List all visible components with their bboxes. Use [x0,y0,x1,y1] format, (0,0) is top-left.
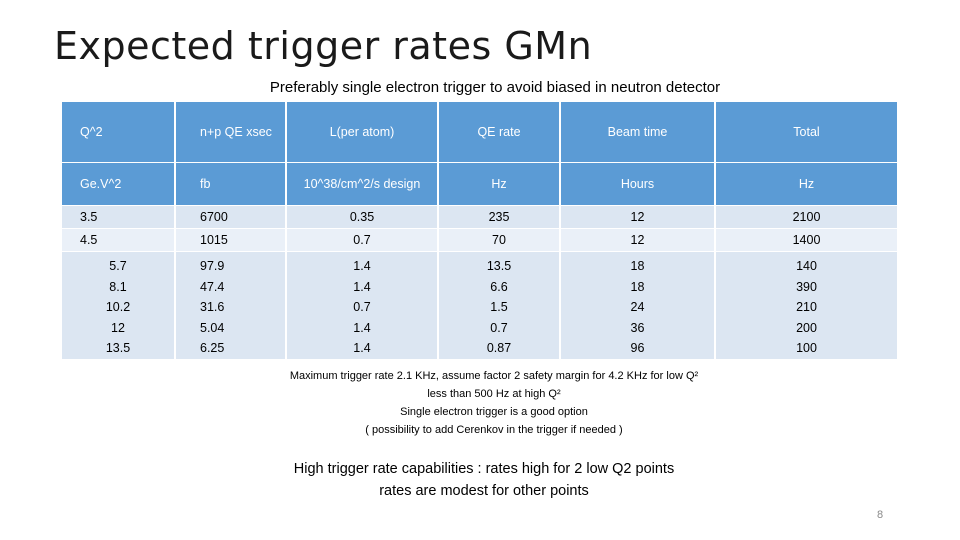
cell-q2: 5.7 [109,259,127,273]
cell-q2: 3.5 [62,206,175,229]
cell-total: 210 [796,300,817,314]
cell-qe-rate: 235 [438,206,560,229]
table-row-group [62,252,897,360]
unit-total: Hz [715,163,897,206]
cell-total: 140 [796,259,817,273]
cell-luminosity: 0.7 [353,300,371,314]
cell-beam-time: 12 [560,206,715,229]
cell-qe-rate: 6.6 [490,279,508,294]
cell-beam-time: 24 [630,300,645,314]
conclusion-line: rates are modest for other points [379,483,589,499]
cell-q2: 8.1 [109,279,127,294]
cell-qe-rate: 1.5 [490,300,508,314]
table-row [62,229,897,252]
unit-q2: Ge.V^2 [62,163,175,206]
header-q2: Q^2 [62,102,175,163]
cell-q2: 12 [111,320,125,335]
header-total: Total [715,102,897,163]
cells-luminosity [286,252,438,360]
cell-luminosity: 1.4 [353,279,371,294]
cell-qe-rate: 0.7 [490,320,508,335]
cell-total: 200 [796,320,817,335]
cell-total: 2100 [715,206,897,229]
notes-block [266,367,722,439]
slide-title: Expected trigger rates GMn [54,24,593,68]
note-line: Maximum trigger rate 2.1 KHz, assume factor 2 safety margin for 4.2 KHz for low Q² [289,370,699,382]
cell-luminosity: 1.4 [353,320,371,335]
cell-xsec: 6.25 [200,341,225,355]
cell-luminosity: 0.35 [286,206,438,229]
note-line: ( possibility to add Cerenkov in the trigger if needed ) [365,424,623,436]
cell-beam-time: 36 [630,320,645,335]
cells-qe-rate [438,252,560,360]
unit-xsec: fb [175,163,286,206]
cell-qe-rate: 0.87 [486,341,512,355]
cells-q2 [62,252,175,360]
cell-total: 390 [796,279,817,294]
slide-subtitle: Preferably single electron trigger to avoid biased in neutron detector [269,79,721,96]
cell-q2: 10.2 [105,300,131,314]
cell-xsec: 6700 [175,206,286,229]
header-luminosity: L(per atom) [286,102,438,163]
cell-beam-time: 18 [630,259,645,273]
note-line: Single electron trigger is a good option [400,406,588,418]
cells-total [715,252,897,360]
cell-luminosity: 1.4 [353,259,371,273]
cells-xsec [175,252,286,360]
cell-xsec: 5.04 [200,320,225,335]
cell-q2: 4.5 [62,229,175,252]
cell-luminosity: 1.4 [353,341,371,355]
header-xsec: n+p QE xsec [175,102,286,163]
header-beam-time: Beam time [560,102,715,163]
cells-beam-time [560,252,715,360]
cell-total: 1400 [715,229,897,252]
cell-xsec: 31.6 [200,300,225,314]
header-qe-rate: QE rate [438,102,560,163]
table-row [62,206,897,229]
cell-beam-time: 96 [630,341,645,355]
unit-luminosity-text: 10^38/cm^2/s design [303,177,421,191]
cell-qe-rate: 13.5 [486,259,512,273]
cell-xsec: 47.4 [200,279,225,294]
note-line: less than 500 Hz at high Q² [427,388,561,400]
cell-qe-rate: 70 [438,229,560,252]
conclusion-line: High trigger rate capabilities : rates high for 2 low Q2 points [293,461,675,477]
cell-q2: 13.5 [105,341,131,355]
table-units-row [62,163,897,206]
table-header-row [62,102,897,163]
unit-beam-time: Hours [560,163,715,206]
cell-luminosity: 0.7 [286,229,438,252]
cell-beam-time: 18 [630,279,645,294]
trigger-rates-table [62,102,897,360]
conclusion-block [246,458,722,502]
unit-qe-rate: Hz [438,163,560,206]
unit-luminosity [286,163,438,206]
cell-xsec: 97.9 [200,259,225,273]
cell-beam-time: 12 [560,229,715,252]
cell-total: 100 [796,341,817,355]
cell-xsec: 1015 [175,229,286,252]
page-number: 8 [877,509,884,521]
